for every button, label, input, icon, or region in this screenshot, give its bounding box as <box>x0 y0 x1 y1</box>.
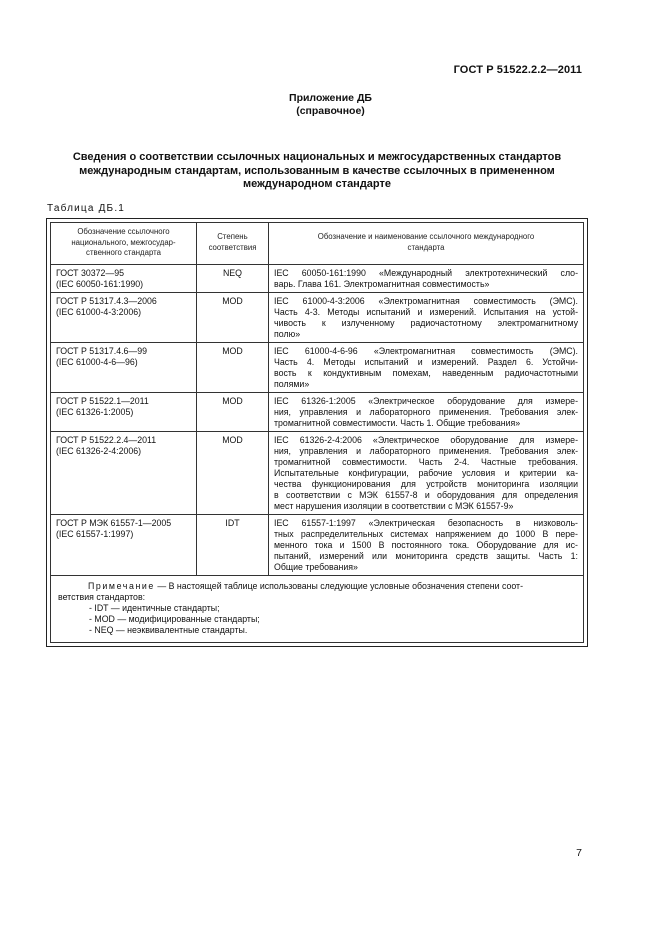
desc-line: ния, управления и лабораторного применения. Требования элек- <box>274 445 578 456</box>
table-frame <box>46 218 588 647</box>
page-number: 7 <box>576 847 582 859</box>
note-intro-text: — В настоящей таблице использованы следующие условные обозначения степени соот- <box>157 580 524 591</box>
header-line: Обозначение и наименование ссылочного международного <box>317 232 535 242</box>
note-intro <box>58 581 576 592</box>
desc-line: IEC 61326-2-4:2006 «Электрическое оборудование для измере- <box>274 434 578 445</box>
section-heading <box>50 151 584 192</box>
desc-line: Общие требования» <box>274 561 358 572</box>
header-international-standard <box>269 223 584 265</box>
note-title: Примечание <box>88 580 155 591</box>
desc-line: IEC 61000-4-6-96 «Электромагнитная совместимость (ЭМС). <box>274 345 578 356</box>
std-line: (IEC 61000-4-3:2006) <box>56 306 142 317</box>
desc-line: Часть 4. Методы испытаний и измерений. Раздел 6. Устойчи- <box>274 356 578 367</box>
desc-line: ния, управления и лабораторного применения. Требования элек- <box>274 406 578 417</box>
national-standard-cell <box>51 514 197 575</box>
national-standard-cell <box>51 431 197 514</box>
national-standard-cell <box>51 292 197 342</box>
annex-kind: (справочное) <box>296 105 365 117</box>
desc-line: полями» <box>274 378 310 389</box>
desc-line: чества функционирования для устройств мониторинга изоляции <box>274 478 578 489</box>
note-item: - IDT — идентичные стандарты; <box>89 602 220 613</box>
desc-line: пытаний, измерений или мониторинга средств защиты. Часть 1: <box>274 550 578 561</box>
international-standard-cell <box>269 342 584 392</box>
desc-line: мест нарушения изоляции в соответствии с МЭК 61557-9» <box>274 500 514 511</box>
std-line: (IEC 61326-2-4:2006) <box>56 445 142 456</box>
desc-line: чивость к излученному радиочастотному электромагнитному <box>274 317 578 328</box>
std-line: ГОСТ Р 51522.2.4—2011 <box>56 434 157 445</box>
degree-cell: MOD <box>197 392 269 431</box>
header-line: Обозначение ссылочного <box>77 227 170 236</box>
annex-title: Приложение ДБ <box>289 92 372 104</box>
std-line: (IEC 61000-4-6—96) <box>56 356 138 367</box>
header-line: соответствия <box>208 242 257 252</box>
degree-cell: MOD <box>197 431 269 514</box>
degree-cell: IDT <box>197 514 269 575</box>
desc-line: Часть 4-3. Методы испытаний и измерений. Испытания на устой- <box>274 306 578 317</box>
table-row <box>51 292 584 342</box>
std-line: (IEC 60050-161:1990) <box>56 278 144 289</box>
degree-cell: MOD <box>197 342 269 392</box>
desc-line: тных распределительных системах напряжением до 1000 В пере- <box>274 528 578 539</box>
header-line: Степень <box>217 232 248 242</box>
correspondence-table <box>50 222 584 643</box>
desc-line: тромагнитной совместимости. Часть 2-4. Частные требования. <box>274 456 578 467</box>
std-line: (IEC 61326-1:2005) <box>56 406 134 417</box>
table-row <box>51 431 584 514</box>
table-row <box>51 264 584 292</box>
international-standard-cell <box>269 392 584 431</box>
degree-cell: MOD <box>197 292 269 342</box>
desc-line: варь. Глава 161. Электромагнитная совместимость» <box>274 278 490 289</box>
desc-line: в соответствии с МЭК 61557-8 и оборудования для определения <box>274 489 578 500</box>
std-line: ГОСТ Р 51317.4.6—99 <box>56 345 148 356</box>
international-standard-cell <box>269 431 584 514</box>
table-header-row <box>51 223 584 265</box>
heading-line: Сведения о соответствии ссылочных национальных и межгосударственных стандартов <box>72 151 562 163</box>
table-note-row <box>51 575 584 642</box>
desc-line: IEC 60050-161:1990 «Международный электротехнический сло- <box>274 267 578 278</box>
national-standard-cell <box>51 392 197 431</box>
header-line: ственного стандарта <box>86 248 161 257</box>
desc-line: Испытательные конфигурации, рабочие условия и критерии ка- <box>274 467 578 478</box>
header-degree <box>197 223 269 265</box>
header-line: национального, межгосудар- <box>71 237 176 247</box>
standard-code: ГОСТ Р 51522.2.2—2011 <box>453 64 582 76</box>
table-row <box>51 342 584 392</box>
heading-line: международным стандартам, использованным в качестве ссылочных в примененном <box>79 164 555 177</box>
desc-line: менного тока и 1500 В постоянного тока. Оборудование для ис- <box>274 539 578 550</box>
national-standard-cell <box>51 342 197 392</box>
degree-cell: NEQ <box>197 264 269 292</box>
std-line: ГОСТ Р 51522.1—2011 <box>56 395 149 406</box>
annex-heading <box>0 92 661 118</box>
note-item: - NEQ — неэквивалентные стандарты. <box>89 624 248 635</box>
desc-line: IEC 61557-1:1997 «Электрическая безопасность в низковоль- <box>274 517 578 528</box>
std-line: ГОСТ 30372—95 <box>56 267 125 278</box>
desc-line: IEC 61000-4-3:2006 «Электромагнитная совместимость (ЭМС). <box>274 295 578 306</box>
table-row <box>51 392 584 431</box>
table-note <box>51 575 584 642</box>
desc-line: вость к кондуктивным помехам, наведенным радиочастотными <box>274 367 578 378</box>
international-standard-cell <box>269 514 584 575</box>
international-standard-cell <box>269 292 584 342</box>
note-intro-continued: ветствия стандартов: <box>58 591 146 602</box>
heading-line: международном стандарте <box>242 178 392 190</box>
table-row <box>51 514 584 575</box>
header-national-standard <box>51 223 197 265</box>
std-line: ГОСТ Р 51317.4.3—2006 <box>56 295 157 306</box>
international-standard-cell <box>269 264 584 292</box>
desc-line: полю» <box>274 328 301 339</box>
std-line: (IEC 61557-1:1997) <box>56 528 134 539</box>
desc-line: IEC 61326-1:2005 «Электрическое оборудование для измере- <box>274 395 578 406</box>
note-item: - MOD — модифицированные стандарты; <box>89 613 260 624</box>
table-caption: Таблица ДБ.1 <box>47 203 126 214</box>
desc-line: тромагнитной совместимости. Часть 1. Общие требования» <box>274 417 521 428</box>
std-line: ГОСТ Р МЭК 61557-1—2005 <box>56 517 172 528</box>
national-standard-cell <box>51 264 197 292</box>
header-line: стандарта <box>407 242 445 252</box>
